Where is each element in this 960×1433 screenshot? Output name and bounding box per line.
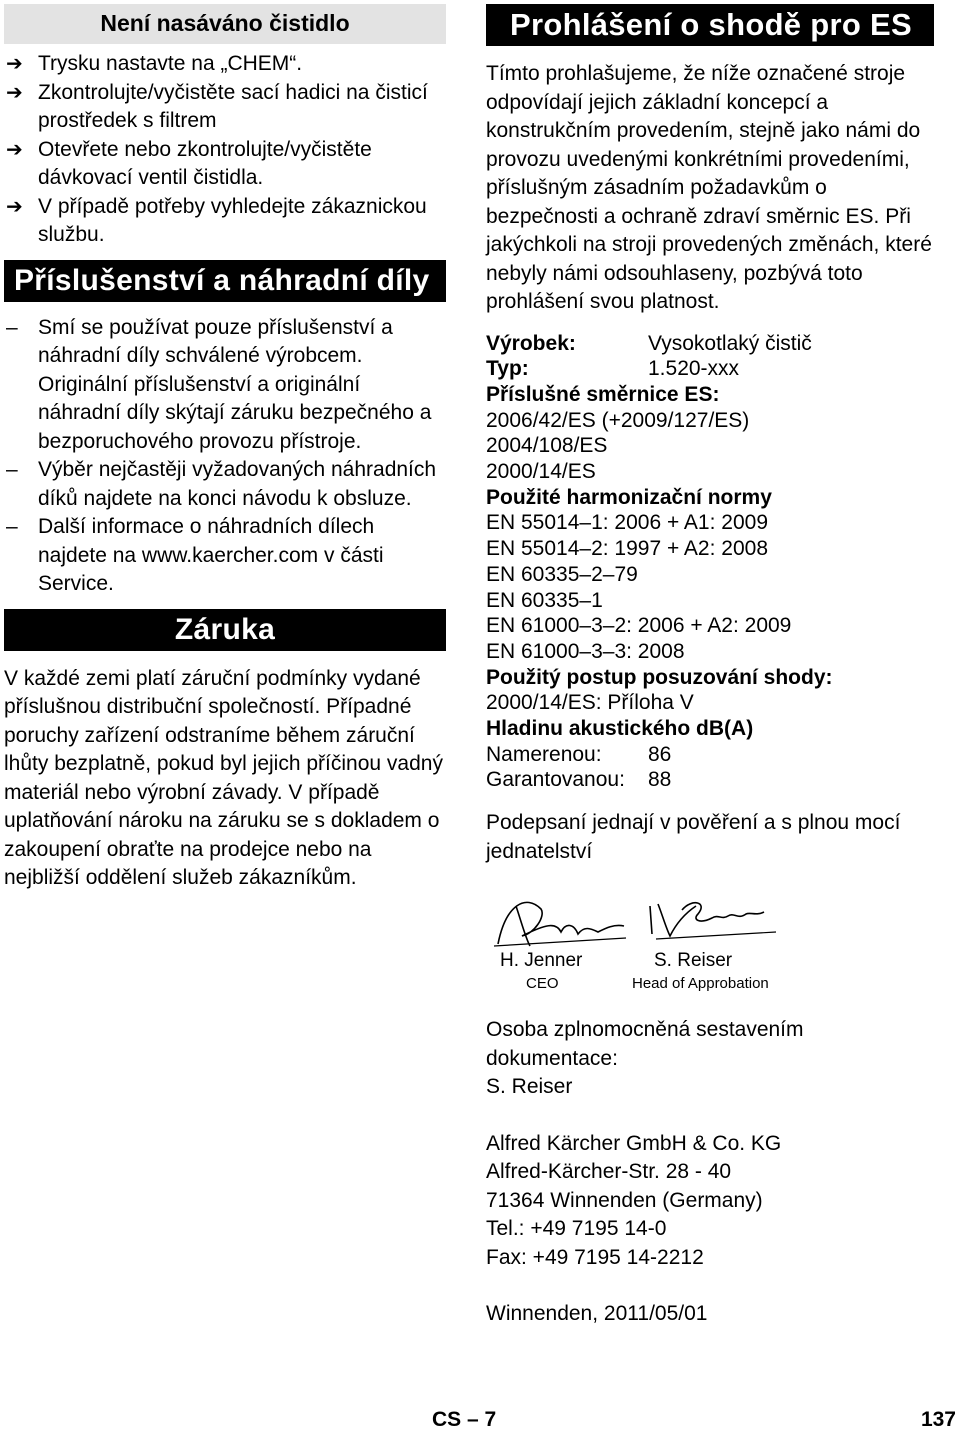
guaranteed-label: Garantovanou:	[486, 768, 625, 792]
directive-item: 2004/108/ES	[486, 434, 608, 458]
signed-text: Podepsaní jednají v pověření a s plnou mocí jednatelství	[486, 811, 901, 863]
list-item: – Výběr nejčastěji vyžadovaných náhradních díků najdete na konci návodu k obsluze.	[6, 458, 437, 510]
procedure-label: Použitý postup posuzování shody:	[486, 665, 833, 689]
company-address	[486, 1130, 934, 1273]
warranty-text: V každé zemi platí záruční podmínky vydané příslušnou distribuční společností. Případné poruchy zařízení odstraníme během záruční lhůty bezplatně, pokud byl jejich příčinou vadný materiál nebo výrobní závady. V případě uplatňování nároku na záruku se s dokladem o zakoupení obraťte na prodejce nebo na nejbližší oddělení služeb zákazníkům.	[4, 666, 443, 889]
footer-language-page: CS – 7	[432, 1408, 497, 1431]
norm-item: EN 60335–2–79	[486, 562, 638, 586]
arrow-right-icon: ➔	[6, 81, 23, 104]
dash-bullet-icon: –	[6, 515, 18, 538]
norm-item: EN 55014–1: 2006 + A1: 2009	[486, 511, 768, 535]
guaranteed-value: 88	[648, 768, 672, 792]
norm-item: EN 55014–2: 1997 + A2: 2008	[486, 537, 768, 561]
arrow-right-icon: ➔	[6, 195, 23, 218]
address-line: Fax: +49 7195 14-2212	[486, 1245, 704, 1269]
arrow-right-icon: ➔	[6, 53, 23, 75]
address-line: Alfred Kärcher GmbH & Co. KG	[486, 1131, 782, 1155]
directive-item: 2000/14/ES	[486, 460, 596, 484]
signatures	[486, 884, 934, 1004]
troubleshooting-list	[4, 50, 446, 250]
list-item: ➔ Zkontrolujte/vyčistěte sací hadici na čisticí prostředek s filtrem	[6, 80, 428, 132]
footer-page-number: 137	[920, 1408, 956, 1431]
directive-item: 2006/42/ES (+2009/127/ES)	[486, 408, 750, 432]
noise-label: Hladinu akustického dB(A)	[486, 717, 754, 741]
list-item: ➔ V případě potřeby vyhledejte zákaznickou službu.	[6, 194, 427, 246]
type-label: Typ:	[486, 357, 529, 381]
declaration-intro: Tímto prohlašujeme, že níže označené stroje odpovídají jejich základní koncepcí a konstrukčním provedením, stejně jako námi do provozu uvedenými konkrétními provedeními, příslušným zásadním požadavkům o bezpečnosti a ochraně zdraví směrnic ES. Při jakýchkoli na stroji provedených změnách, které nebyly námi odsouhlaseny, pozbývá toto prohlášení svou platnost.	[486, 62, 932, 313]
authorized-name: S. Reiser	[486, 1075, 573, 1099]
signature-name: H. Jenner	[500, 950, 583, 972]
measured-value: 86	[648, 742, 672, 766]
heading-warranty: Záruka	[4, 609, 446, 651]
heading-no-detergent: Není nasáváno čistidlo	[4, 4, 446, 44]
left-column	[4, 4, 446, 893]
address-line: Alfred-Kärcher-Str. 28 - 40	[486, 1160, 732, 1184]
signature-title: Head of Approbation	[632, 975, 769, 993]
signature-title: CEO	[526, 975, 559, 993]
list-item: ➔ Otevřete nebo zkontrolujte/vyčistěte dávkovací ventil čistidla.	[6, 137, 372, 189]
heading-declaration: Prohlášení o shodě pro ES	[486, 4, 934, 46]
procedure-value: 2000/14/ES: Příloha V	[486, 691, 694, 715]
list-item: ➔ Trysku nastavte na „CHEM“.	[4, 50, 446, 79]
norm-item: EN 61000–3–3: 2008	[486, 639, 685, 663]
right-column	[486, 4, 934, 1329]
address-line: 71364 Winnenden (Germany)	[486, 1188, 763, 1212]
product-value: Vysokotlaký čistič	[648, 331, 812, 355]
dash-bullet-icon: –	[6, 458, 18, 481]
place-date: Winnenden, 2011/05/01	[486, 1302, 708, 1326]
norm-item: EN 61000–3–2: 2006 + A2: 2009	[486, 614, 792, 638]
product-label: Výrobek:	[486, 331, 576, 355]
measured-label: Namerenou:	[486, 742, 602, 766]
accessories-list	[4, 314, 446, 599]
dash-bullet-icon: –	[6, 315, 18, 339]
norm-item: EN 60335–1	[486, 588, 603, 612]
norms-label: Použité harmonizační normy	[486, 485, 772, 509]
signature-name: S. Reiser	[654, 950, 733, 972]
directives-label: Příslušné směrnice ES:	[486, 382, 720, 406]
authorized-text: Osoba zplnomocněná sestavením dokumentace:	[486, 1018, 804, 1070]
list-item: – Smí se používat pouze příslušenství a náhradní díly schválené výrobcem. Originální příslušenství a originální náhradní díly skýtají záruku bezpečného a bezporuchového provozu přístroje.	[6, 315, 432, 453]
declaration-details	[486, 331, 934, 794]
type-value: 1.520-xxx	[648, 357, 740, 381]
list-item: – Další informace o náhradních dílech najdete na www.kaercher.com v části Service.	[6, 515, 384, 595]
heading-accessories: Příslušenství a náhradní díly	[4, 260, 446, 302]
address-line: Tel.: +49 7195 14-0	[486, 1217, 667, 1241]
arrow-right-icon: ➔	[6, 138, 23, 161]
